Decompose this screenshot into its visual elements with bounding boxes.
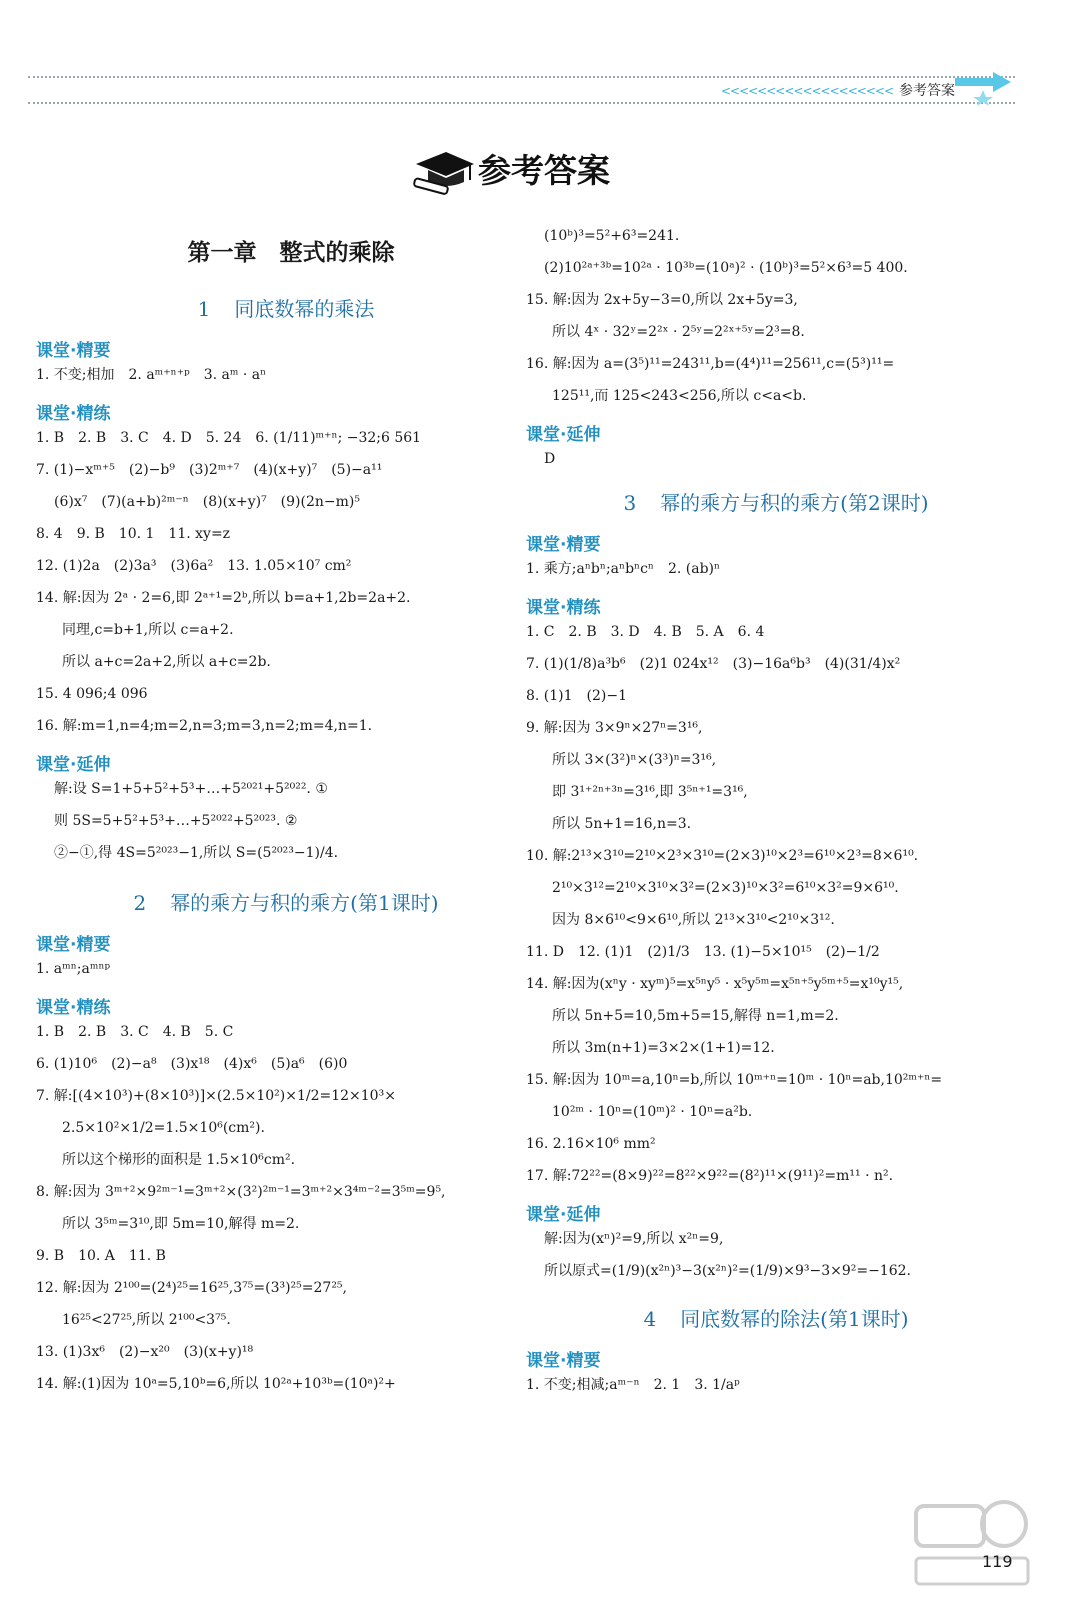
section-title-2 [36,887,506,916]
page-title: 参考答案 [478,151,610,190]
answer-line: 12. 解:因为 2¹⁰⁰=(2⁴)²⁵=16²⁵,3⁷⁵=(3³)²⁵=27²⁵, [36,1280,347,1296]
chapter-title: 第一章 整式的乘除 [187,239,395,266]
header-title: 参考答案 [899,83,955,99]
answer-line: (6)x⁷ (7)(a+b)²ᵐ⁻ⁿ (8)(x+y)⁷ (9)(2n−m)⁵ [54,494,360,510]
answer-line: 7. (1)−xᵐ⁺⁵ (2)−b⁹ (3)2ᵐ⁺⁷ (4)(x+y)⁷ (5)−a¹¹ [36,462,383,478]
answer-line: 所以 a+c=2a+2,所以 a+c=2b. [62,654,271,670]
answer-line: 因为 8×6¹⁰<9×6¹⁰,所以 2¹³×3¹⁰<2¹⁰×3¹². [552,912,835,928]
answer-line: 13. (1)3x⁶ (2)−x²⁰ (3)(x+y)¹⁸ [36,1344,254,1360]
answer-line: 同理,c=b+1,所以 c=a+2. [62,622,234,638]
answer-line: ②−①,得 4S=5²⁰²³−1,所以 S=(5²⁰²³−1)/4. [54,845,339,861]
answer-line: 14. 解:因为 2ᵃ · 2=6,即 2ᵃ⁺¹=2ᵇ,所以 b=a+1,2b=2a+2. [36,590,411,606]
section-number: 1 [197,297,211,321]
answer-line: 所以 3m(n+1)=3×2×(1+1)=12. [552,1040,775,1056]
answer-line: 即 3¹⁺²ⁿ⁺³ⁿ=3¹⁶,即 3⁵ⁿ⁺¹=3¹⁶, [552,784,748,800]
answer-line: 10. 解:2¹³×3¹⁰=2¹⁰×2³×3¹⁰=(2×3)¹⁰×2³=6¹⁰×2³=8×6¹⁰. [526,848,919,864]
arrow-star-icon [953,70,1015,106]
answer-line: 15. 4 096;4 096 [36,686,148,702]
answer-line: 17. 解:72²²=(8×9)²²=8²²×9²²=(8²)¹¹×(9¹¹)²=m¹¹ · n². [526,1168,894,1184]
subheading: 课堂·精要 [36,341,111,361]
section-title-4 [526,1303,996,1332]
subheading: 课堂·精要 [526,535,601,555]
answer-line: 所以 5n+5=10,5m+5=15,解得 n=1,m=2. [552,1008,839,1024]
answer-line: 所以 5n+1=16,n=3. [552,816,692,832]
answer-line: 16²⁵<27²⁵,所以 2¹⁰⁰<3⁷⁵. [62,1312,231,1328]
subheading: 课堂·精要 [526,1351,601,1371]
answer-line: 8. (1)1 (2)−1 [526,688,628,704]
answer-line: 所以原式=(1/9)(x²ⁿ)³−3(x²ⁿ)²=(1/9)×9³−3×9²=−162. [544,1263,911,1279]
answer-line: 1. aᵐⁿ;aᵐⁿᵖ [36,961,111,977]
section-name: 同底数幂的除法(第1课时) [680,1307,909,1331]
answer-line: (10ᵇ)³=5²+6³=241. [544,228,680,244]
running-header [28,72,1015,106]
section-number: 4 [643,1307,657,1331]
answer-line: 解:因为(xⁿ)²=9,所以 x²ⁿ=9, [544,1231,724,1247]
section-name: 幂的乘方与积的乘方(第1课时) [170,891,439,915]
subheading: 课堂·精练 [36,404,111,424]
answer-line: 125¹¹,而 125<243<256,所以 c<a<b. [552,388,807,404]
answer-line: 12. (1)2a (2)3a³ (3)6a² 13. 1.05×10⁷ cm² [36,558,352,574]
answer-line: 10²ᵐ · 10ⁿ=(10ᵐ)² · 10ⁿ=a²b. [552,1104,753,1120]
dotted-rule-bottom [28,102,1015,104]
answer-line: 所以这个梯形的面积是 1.5×10⁶cm². [62,1152,296,1168]
answer-line: 2.5×10²×1/2=1.5×10⁶(cm²). [62,1120,265,1136]
subheading: 课堂·延伸 [526,1205,601,1225]
answer-line: 15. 解:因为 10ᵐ=a,10ⁿ=b,所以 10ᵐ⁺ⁿ=10ᵐ · 10ⁿ=ab,10²ᵐ⁺ⁿ= [526,1072,943,1088]
answer-line: 7. (1)(1/8)a³b⁶ (2)1 024x¹² (3)−16a⁶b³ (4)(31/4)x² [526,656,901,672]
answer-line: 16. 2.16×10⁶ mm² [526,1136,656,1152]
section-title-1 [36,293,506,322]
answer-line: 所以 4ˣ · 32ʸ=2²ˣ · 2⁵ʸ=2²ˣ⁺⁵ʸ=2³=8. [552,324,805,340]
answer-line: 1. 不变;相加 2. aᵐ⁺ⁿ⁺ᵖ 3. aᵐ · aⁿ [36,367,267,383]
section-title-3 [526,487,996,516]
answer-line: 8. 解:因为 3ᵐ⁺²×9²ᵐ⁻¹=3ᵐ⁺²×(3²)²ᵐ⁻¹=3ᵐ⁺²×3⁴ᵐ⁻²=3⁵ᵐ=9⁵, [36,1184,446,1200]
chevron-decoration: <<<<<<<<<<<<<<<<<<< [720,84,893,98]
subheading: 课堂·精要 [36,935,111,955]
answer-line: 14. 解:(1)因为 10ᵃ=5,10ᵇ=6,所以 10²ᵃ+10³ᵇ=(10ᵃ)²+ [36,1376,396,1392]
subheading: 课堂·精练 [526,598,601,618]
answer-line: 解:设 S=1+5+5²+5³+…+5²⁰²¹+5²⁰²². ① [54,781,328,797]
answer-line: 所以 3×(3²)ⁿ×(3³)ⁿ=3¹⁶, [552,752,717,768]
answer-line: 1. C 2. B 3. D 4. B 5. A 6. 4 [526,624,765,640]
subheading: 课堂·精练 [36,998,111,1018]
subheading: 课堂·延伸 [36,755,111,775]
section-number: 2 [133,891,147,915]
answer-line: 8. 4 9. B 10. 1 11. xy=z [36,526,231,542]
answer-line: 所以 3⁵ᵐ=3¹⁰,即 5m=10,解得 m=2. [62,1216,300,1232]
header-label [721,80,955,100]
section-number: 3 [623,491,637,515]
answer-line: 9. 解:因为 3×9ⁿ×27ⁿ=3¹⁶, [526,720,703,736]
watermark-logo [912,1492,1032,1592]
graduation-cap-icon [412,150,476,196]
answer-line: 1. 不变;相减;aᵐ⁻ⁿ 2. 1 3. 1/aᵖ [526,1377,740,1393]
answer-line: 16. 解:因为 a=(3⁵)¹¹=243¹¹,b=(4⁴)¹¹=256¹¹,c=(5³)¹¹= [526,356,895,372]
answer-line: 6. (1)10⁶ (2)−a⁸ (3)x¹⁸ (4)x⁶ (5)a⁶ (6)0 [36,1056,348,1072]
answer-line: 1. B 2. B 3. C 4. D 5. 24 6. (1/11)ᵐ⁺ⁿ; −32;6 561 [36,430,422,446]
section-name: 同底数幂的乘法 [234,297,375,321]
answer-line: 1. B 2. B 3. C 4. B 5. C [36,1024,234,1040]
answer-line: 16. 解:m=1,n=4;m=2,n=3;m=3,n=2;m=4,n=1. [36,718,373,734]
answer-line: 9. B 10. A 11. B [36,1248,166,1264]
answer-line: D [544,451,556,467]
answer-line: (2)10²ᵃ⁺³ᵇ=10²ᵃ · 10³ᵇ=(10ᵃ)² · (10ᵇ)³=5²×6³=5 400. [544,260,908,276]
answer-line: 2¹⁰×3¹²=2¹⁰×3¹⁰×3²=(2×3)¹⁰×3²=6¹⁰×3²=9×6¹⁰. [552,880,899,896]
right-column [526,228,996,1409]
section-name: 幂的乘方与积的乘方(第2课时) [660,491,929,515]
left-column [36,210,506,1408]
subheading: 课堂·延伸 [526,425,601,445]
answer-line: 则 5S=5+5²+5³+…+5²⁰²²+5²⁰²³. ② [54,813,298,829]
dotted-rule-top [28,76,1015,78]
answer-line: 11. D 12. (1)1 (2)1/3 13. (1)−5×10¹⁵ (2)−1/2 [526,944,880,960]
answer-line: 7. 解:[(4×10³)+(8×10³)]×(2.5×10²)×1/2=12×10³× [36,1088,396,1104]
answer-line: 15. 解:因为 2x+5y−3=0,所以 2x+5y=3, [526,292,798,308]
page-number: 119 [982,1552,1013,1571]
answer-line: 14. 解:因为(xⁿy · xyᵐ)⁵=x⁵ⁿy⁵ · x⁵y⁵ᵐ=x⁵ⁿ⁺⁵y⁵ᵐ⁺⁵=x¹⁰y¹⁵, [526,976,904,992]
answer-line: 1. 乘方;aⁿbⁿ;aⁿbⁿcⁿ 2. (ab)ⁿ [526,561,721,577]
